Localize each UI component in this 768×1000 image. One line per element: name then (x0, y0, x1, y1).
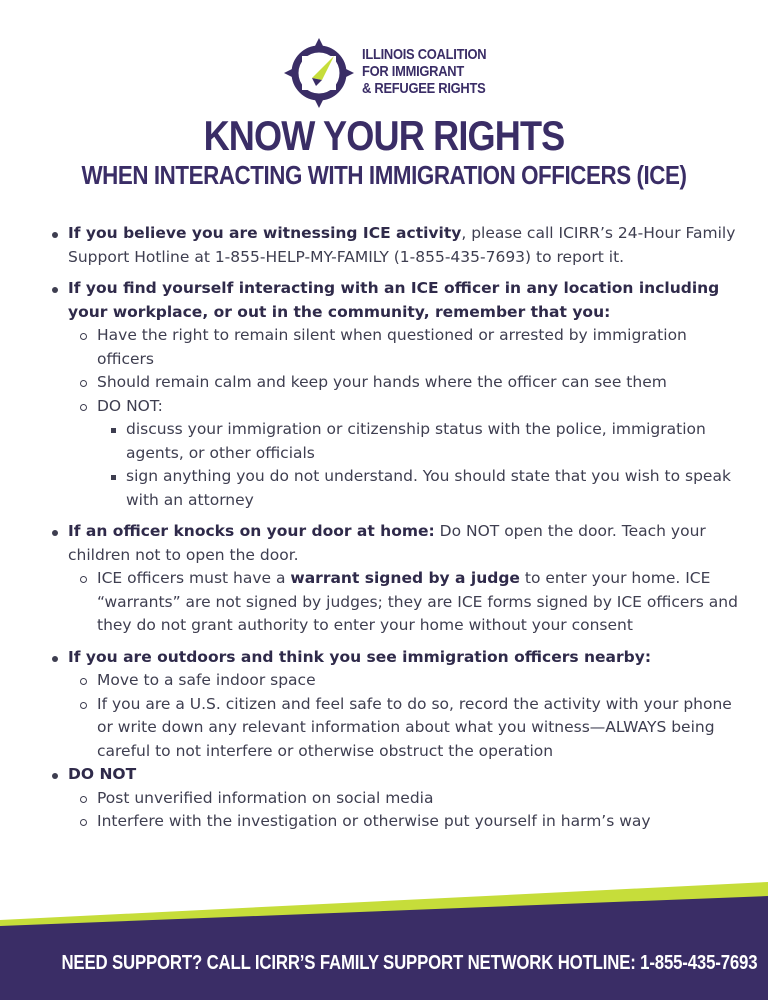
list-item (48, 520, 738, 638)
logo-line: & REFUGEE RIGHTS (362, 80, 486, 97)
list-item (48, 277, 738, 512)
item-text: Do NOT open the door. Teach your children not to open the door. (68, 522, 706, 564)
logo-line: ILLINOIS COALITION (362, 46, 487, 63)
item-heading: If an officer knocks on your door at home: (68, 522, 435, 540)
item-heading: If you believe you are witnessing ICE activity (68, 224, 462, 242)
item-heading: DO NOT (68, 765, 137, 783)
sub-item-text: to enter your home. ICE “warrants” are not signed by judges; they are ICE forms signed by ICE officers and they do not grant authority to enter your home without your consent (97, 569, 738, 634)
footer-shape (0, 880, 768, 1000)
item-heading: If you are outdoors and think you see immigration officers nearby: (68, 647, 652, 666)
sub-list-item: If you are a U.S. citizen and feel safe to do so, record the activity with your phone or write down any relevant information about what you witness—ALWAYS being careful to not interfere or otherwise obstruct the operation (68, 693, 738, 764)
sub-list-item: Interfere with the investigation or otherwise put yourself in harm’s way (68, 810, 738, 834)
sub-list-item (68, 567, 738, 638)
sub-list-item: Move to a safe indoor space (68, 669, 738, 693)
sub-list-item: Post unverified information on social media (68, 787, 738, 811)
page-title: KNOW YOUR RIGHTS (203, 112, 565, 159)
sub-sub-list-item: sign anything you do not understand. You should state that you wish to speak with an attorney (97, 465, 738, 512)
sub-item-text: ICE officers must have a (97, 569, 291, 587)
hotline-text: NEED SUPPORT? CALL ICIRR’S FAMILY SUPPORT NETWORK HOTLINE: 1-855-435-7693 (61, 952, 758, 974)
sub-item-bold: warrant signed by a judge (290, 569, 520, 587)
rights-list (48, 222, 738, 842)
item-heading: If you find yourself interacting with an ICE officer in any location including your workplace, or out in the community, remember that you: (68, 279, 720, 321)
compass-icon (282, 36, 356, 110)
organization-logo (282, 36, 512, 110)
logo-line: FOR IMMIGRANT (362, 63, 464, 80)
sub-list-item (68, 395, 738, 513)
list-item (48, 222, 738, 269)
list-item (48, 763, 738, 834)
sub-list-item: Have the right to remain silent when questioned or arrested by immigration officers (68, 324, 738, 371)
sub-item-text: DO NOT: (97, 396, 163, 415)
page-subtitle: WHEN INTERACTING WITH IMMIGRATION OFFICERS (ICE) (81, 160, 687, 190)
sub-sub-list-item: discuss your immigration or citizenship status with the police, immigration agents, or other officials (97, 418, 738, 465)
item-text: , please call ICIRR’s 24-Hour Family Support Hotline at 1-855-HELP-MY-FAMILY (1-855-435-7693) to report it. (68, 224, 736, 266)
list-item (48, 646, 738, 764)
footer-banner (0, 880, 768, 1000)
logo-wordmark (362, 46, 486, 97)
sub-list-item: Should remain calm and keep your hands where the officer can see them (68, 371, 738, 395)
